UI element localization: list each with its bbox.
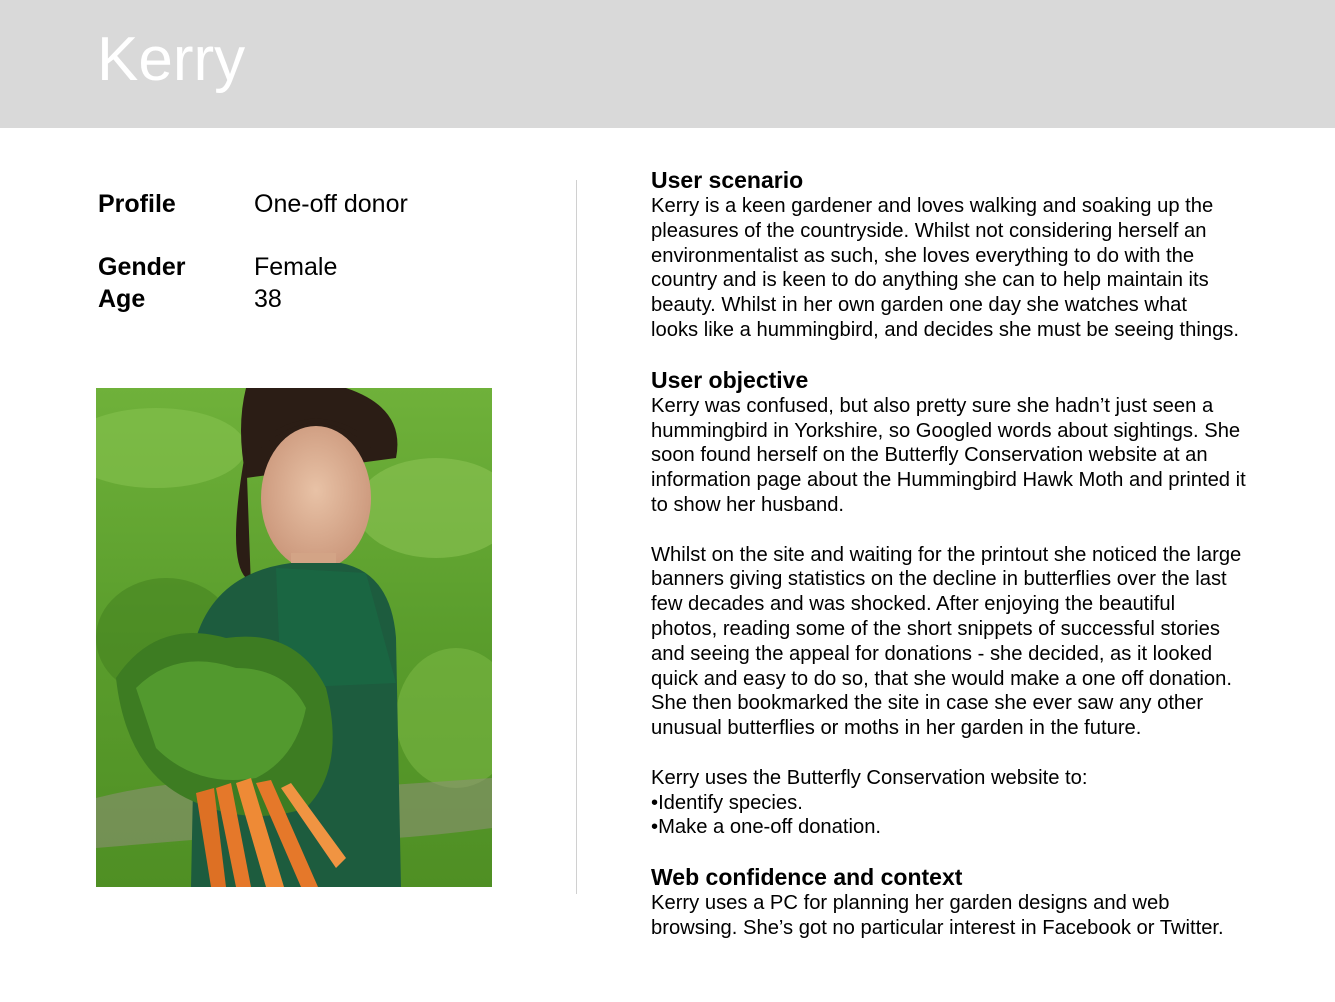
text-line: to show her husband. — [651, 493, 845, 516]
text-line: unusual butterflies or moths in her garden in the future. — [651, 717, 1142, 740]
text-line: Kerry uses the Butterfly Conservation website to: — [651, 766, 1088, 789]
text-line: hummingbird in Yorkshire, so Googled words about sightings. She — [651, 419, 1241, 442]
text-line: few decades and was shocked. After enjoying the beautiful — [651, 593, 1176, 616]
text-line: browsing. She’s got no particular interest in Facebook or Twitter. — [651, 916, 1224, 939]
text-line: Kerry uses a PC for planning her garden designs and web — [651, 892, 1170, 915]
text-line: and seeing the appeal for donations - she decided, as it looked — [651, 642, 1213, 665]
profile-value: One-off donor — [254, 190, 408, 218]
user-scenario-heading: User scenario — [651, 167, 804, 193]
profile-label: Profile — [98, 190, 176, 218]
web-confidence-heading: Web confidence and context — [651, 864, 963, 891]
persona-name: Kerry — [97, 25, 246, 94]
text-line: information page about the Hummingbird Hawk Moth and printed it — [651, 469, 1246, 492]
user-scenario-text — [651, 194, 1281, 343]
text-line: environmentalist as such, she loves everything to do with the — [651, 244, 1195, 267]
web-confidence-text — [651, 891, 1281, 941]
text-line: pleasures of the countryside. Whilst not considering herself an — [651, 219, 1207, 242]
text-line: country and is keen to do anything she can to help maintain its — [651, 269, 1209, 292]
bullet-item: •Identify species. — [651, 791, 803, 814]
text-line: photos, reading some of the short snippets of successful stories — [651, 617, 1220, 640]
text-line: looks like a hummingbird, and decides she must be seeing things. — [651, 318, 1240, 341]
persona-description — [651, 166, 1281, 941]
user-objective-heading: User objective — [651, 366, 809, 393]
header-banner — [0, 0, 1335, 128]
text-line: quick and easy to do so, that she would make a one off donation. — [651, 667, 1232, 690]
bullet-item: •Make a one-off donation. — [651, 816, 882, 839]
gender-label: Gender — [98, 253, 186, 281]
text-line: Whilst on the site and waiting for the printout she noticed the large — [651, 543, 1242, 566]
user-objective-paragraph-1 — [651, 394, 1281, 518]
column-divider — [576, 180, 577, 894]
text-line: soon found herself on the Butterfly Conservation website at an — [651, 444, 1208, 467]
age-label: Age — [98, 285, 146, 313]
text-line: banners giving statistics on the decline in butterflies over the last — [651, 568, 1227, 591]
text-line: beauty. Whilst in her own garden one day she watches what — [651, 294, 1188, 317]
age-value: 38 — [254, 285, 282, 313]
text-line: She then bookmarked the site in case she ever saw any other — [651, 692, 1204, 715]
gender-value: Female — [254, 253, 338, 281]
text-line: Kerry was confused, but also pretty sure she hadn’t just seen a — [651, 394, 1214, 417]
persona-photo — [96, 388, 492, 887]
user-objective-paragraph-2 — [651, 543, 1281, 741]
text-line: Kerry is a keen gardener and loves walking and soaking up the — [651, 195, 1214, 217]
user-objective-paragraph-3 — [651, 766, 1281, 840]
